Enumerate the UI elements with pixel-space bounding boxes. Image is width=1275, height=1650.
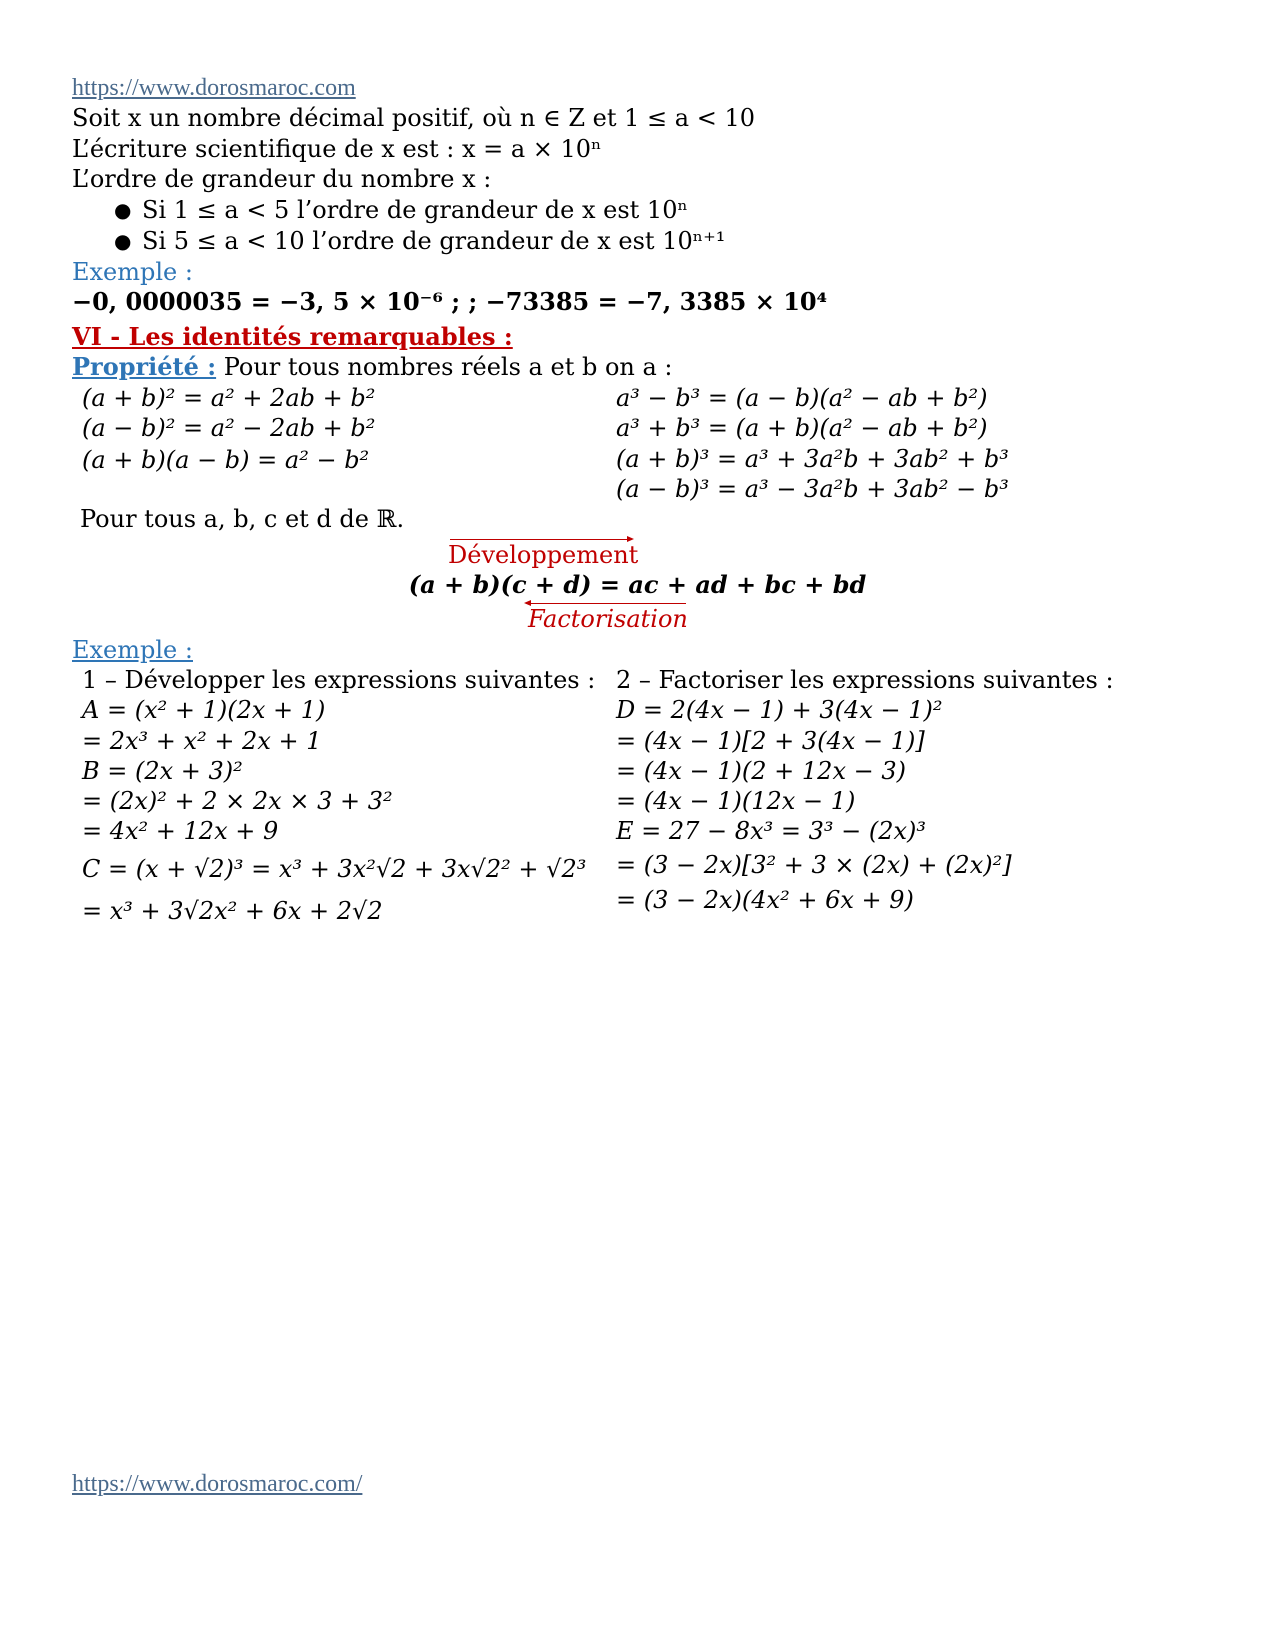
left-line-6: C = (x + √2)³ = x³ + 3x²√2 + 3x√2² + √2³ <box>82 855 587 883</box>
intro-line-3: L’ordre de grandeur du nombre x : <box>72 165 492 193</box>
left-line-3: B = (2x + 3)² <box>82 757 243 785</box>
identity-left-3: (a + b)(a − b) = a² − b² <box>82 446 370 474</box>
for-all-line: Pour tous a, b, c et d de ℝ. <box>80 505 405 533</box>
example-label-2: Exemple : <box>72 636 193 664</box>
intro-line-2: L’écriture scientifique de x est : x = a × 10ⁿ <box>72 135 602 163</box>
property-label: Propriété : <box>72 352 217 381</box>
right-line-5: E = 27 − 8x³ = 3³ − (2x)³ <box>616 817 926 845</box>
example-formula-1: −0, 0000035 = −3, 5 × 10⁻⁶ ; ; −73385 = −7, 3385 × 10⁴ <box>72 287 828 316</box>
header-link[interactable]: https://www.dorosmaroc.com <box>72 75 356 101</box>
left-line-5: = 4x² + 12x + 9 <box>82 817 279 845</box>
right-line-3: = (4x − 1)(2 + 12x − 3) <box>616 757 906 785</box>
development-label: Développement <box>448 541 639 569</box>
right-line-7: = (3 − 2x)(4x² + 6x + 9) <box>616 886 914 914</box>
left-column-title: 1 – Développer les expressions suivantes : <box>82 666 596 694</box>
section-title: VI - Les identités remarquables : <box>72 322 513 351</box>
factorisation-label: Factorisation <box>528 605 688 633</box>
example-label-1: Exemple : <box>72 258 193 286</box>
right-line-4: = (4x − 1)(12x − 1) <box>616 787 856 815</box>
right-line-6: = (3 − 2x)[3² + 3 × (2x) + (2x)²] <box>616 851 1012 879</box>
identity-right-4: (a − b)³ = a³ − 3a²b + 3ab² − b³ <box>616 475 1009 503</box>
right-arrow-icon <box>450 539 632 540</box>
property-line <box>72 353 673 381</box>
identity-right-2: a³ + b³ = (a + b)(a² − ab + b²) <box>616 414 988 442</box>
property-text: Pour tous nombres réels a et b on a : <box>216 353 673 381</box>
bullet-item-1: Si 1 ≤ a < 5 l’ordre de grandeur de x est 10ⁿ <box>142 196 688 224</box>
bullet-icon: ● <box>114 229 132 253</box>
intro-line-1: Soit x un nombre décimal positif, où n ∈ Z et 1 ≤ a < 10 <box>72 104 755 132</box>
left-line-4: = (2x)² + 2 × 2x × 3 + 3² <box>82 787 393 815</box>
development-formula: (a + b)(c + d) = ac + ad + bc + bd <box>408 570 867 599</box>
right-line-1: D = 2(4x − 1) + 3(4x − 1)² <box>616 696 943 724</box>
right-column-title: 2 – Factoriser les expressions suivantes : <box>616 666 1114 694</box>
bullet-item-2: Si 5 ≤ a < 10 l’ordre de grandeur de x est 10ⁿ⁺¹ <box>142 227 726 255</box>
identity-right-1: a³ − b³ = (a − b)(a² − ab + b²) <box>616 384 988 412</box>
left-line-1: A = (x² + 1)(2x + 1) <box>82 696 326 724</box>
identity-left-1: (a + b)² = a² + 2ab + b² <box>82 384 376 412</box>
bullet-icon: ● <box>114 198 132 222</box>
left-arrow-icon <box>526 603 686 604</box>
identity-left-2: (a − b)² = a² − 2ab + b² <box>82 414 376 442</box>
left-line-7: = x³ + 3√2x² + 6x + 2√2 <box>82 897 383 925</box>
footer-link[interactable]: https://www.dorosmaroc.com/ <box>72 1471 363 1497</box>
right-line-2: = (4x − 1)[2 + 3(4x − 1)] <box>616 727 925 755</box>
left-line-2: = 2x³ + x² + 2x + 1 <box>82 727 322 755</box>
identity-right-3: (a + b)³ = a³ + 3a²b + 3ab² + b³ <box>616 445 1009 473</box>
